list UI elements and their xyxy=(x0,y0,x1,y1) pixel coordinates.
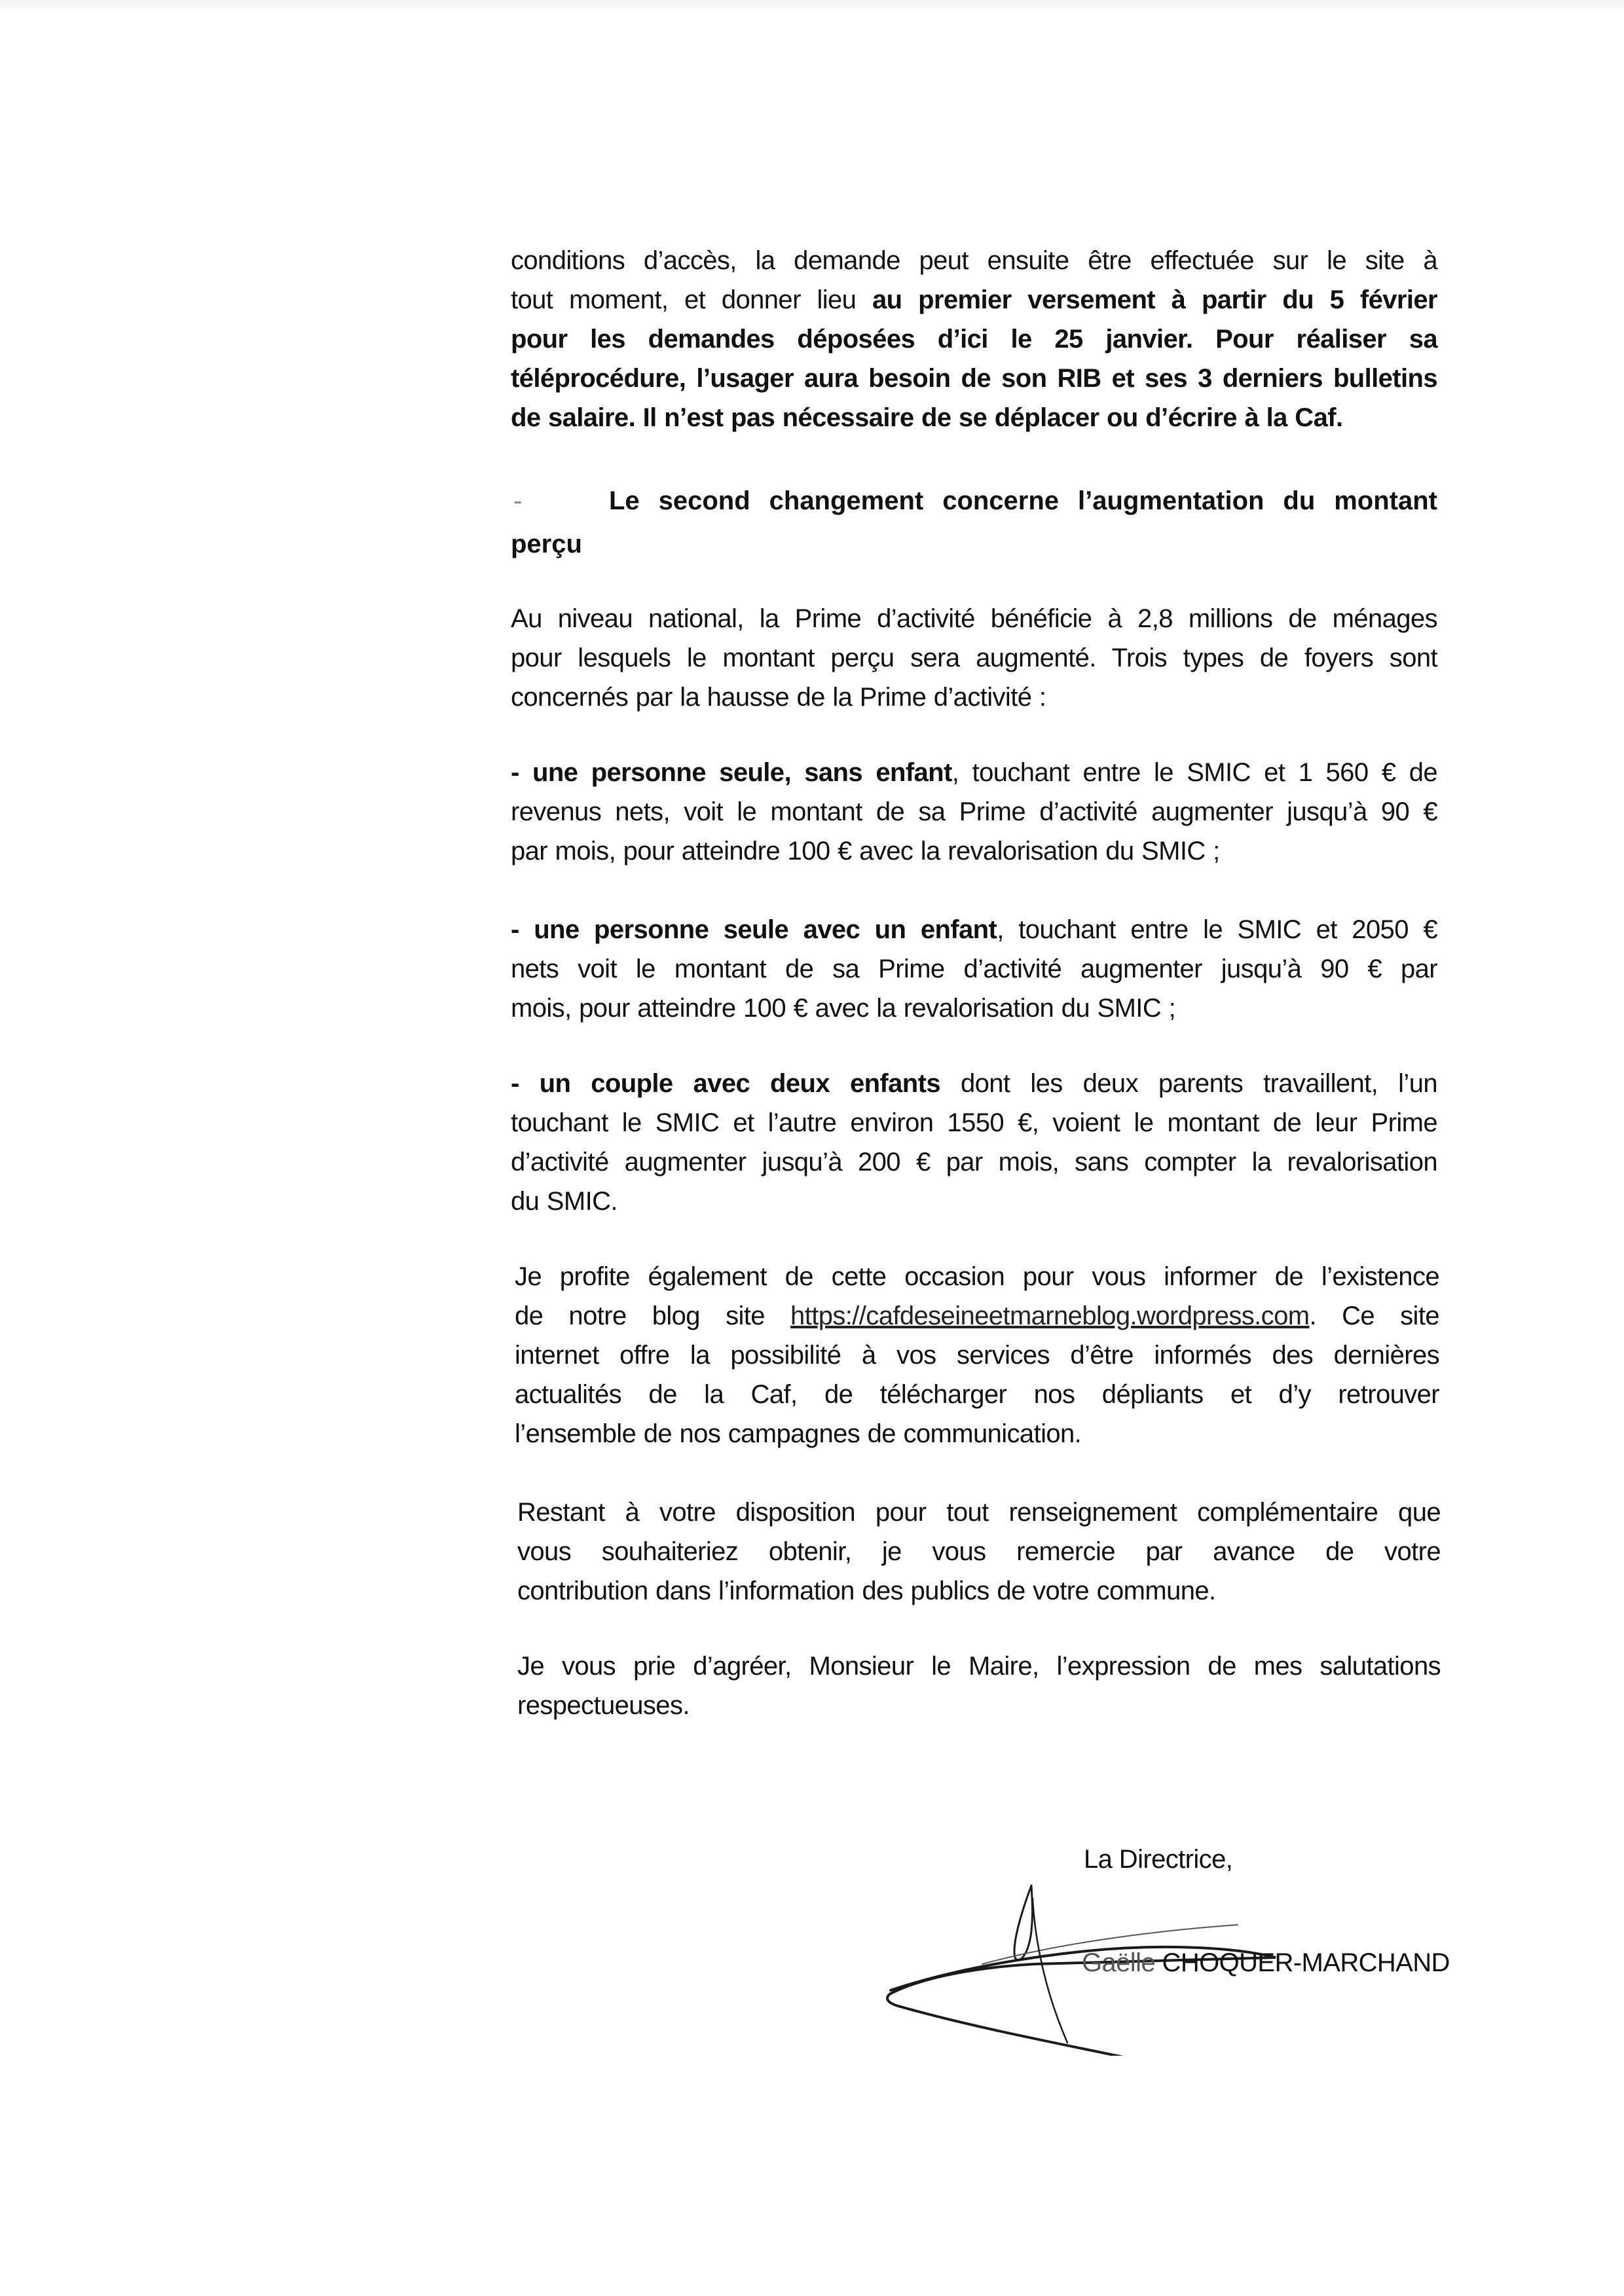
text-line xyxy=(511,638,1437,678)
text-line xyxy=(511,1103,1437,1142)
text-segment: vous souhaiteriez obtenir, je vous remercie par avance de votre xyxy=(517,1537,1441,1566)
paragraph-application-procedure xyxy=(511,241,1437,437)
heading-line-1: Le second changement concerne l’augmentation du montant xyxy=(609,486,1437,515)
blog-text-after: . Ce site xyxy=(1309,1302,1439,1330)
blog-line-5: l’ensemble de nos campagnes de communication. xyxy=(515,1419,1082,1448)
text-line xyxy=(517,1493,1441,1532)
text-segment: tout moment, et donner lieu xyxy=(511,285,872,314)
case-single-no-child xyxy=(511,753,1437,871)
text-line xyxy=(511,989,1437,1028)
paragraph-national-level xyxy=(511,599,1437,717)
bold-text: téléprocédure, l’usager aura besoin de son RIB et ses 3 derniers bulletins xyxy=(511,364,1437,393)
text-line xyxy=(511,359,1437,398)
blog-text-before: de notre blog site xyxy=(515,1302,791,1330)
text-segment: pour lesquels le montant perçu sera augmenté. Trois types de foyers sont xyxy=(511,644,1437,672)
text-segment: Au niveau national, la Prime d’activité bénéficie à 2,8 millions de ménages xyxy=(511,604,1437,633)
text-line xyxy=(517,1647,1441,1686)
text-segment: mois, pour atteindre 100 € avec la revalorisation du SMIC ; xyxy=(511,994,1176,1023)
text-line xyxy=(511,1182,1437,1221)
text-line xyxy=(511,319,1437,359)
text-line xyxy=(511,599,1437,638)
signatory-title: La Directrice, xyxy=(1084,1845,1233,1874)
blog-link[interactable]: https://cafdeseineetmarneblog.wordpress.com xyxy=(790,1302,1310,1330)
bold-text: - une personne seule avec un enfant xyxy=(511,915,997,944)
text-line xyxy=(511,1064,1437,1103)
signature-stroke-loop xyxy=(1014,1886,1033,1960)
text-segment: , touchant entre le SMIC et 2050 € xyxy=(997,915,1437,944)
text-segment: respectueuses. xyxy=(517,1691,690,1720)
text-segment: contribution dans l’information des publics de votre commune. xyxy=(517,1576,1216,1605)
text-line xyxy=(511,753,1437,792)
text-line xyxy=(511,1142,1437,1182)
text-segment: du SMIC. xyxy=(511,1187,618,1216)
text-segment: Restant à votre disposition pour tout renseignement complémentaire que xyxy=(517,1498,1441,1527)
text-segment: nets voit le montant de sa Prime d’activité augmenter jusqu’à 90 € par xyxy=(511,955,1437,983)
blog-line-4: actualités de la Caf, de télécharger nos dépliants et d’y retrouver xyxy=(515,1380,1439,1409)
text-line xyxy=(511,831,1437,871)
text-segment: dont les deux parents travaillent, l’un xyxy=(940,1069,1437,1098)
text-line xyxy=(517,1686,1441,1725)
text-line xyxy=(511,398,1437,437)
signatory-last-name: CHOQUER-MARCHAND xyxy=(1162,1948,1450,1977)
text-line xyxy=(517,1532,1441,1571)
bold-text: pour les demandes déposées d’ici le 25 janvier. Pour réaliser sa xyxy=(511,325,1437,354)
paragraph-closing xyxy=(517,1493,1441,1611)
scan-edge xyxy=(0,0,1624,10)
text-segment: touchant le SMIC et l’autre environ 1550 €, voient le montant de leur Prime xyxy=(511,1108,1437,1137)
paragraph-salutation xyxy=(517,1647,1441,1725)
text-segment: d’activité augmenter jusqu’à 200 € par mois, sans compter la revalorisation xyxy=(511,1148,1437,1176)
text-line xyxy=(511,241,1437,280)
bold-text: de salaire. Il n’est pas nécessaire de se déplacer ou d’écrire à la Caf. xyxy=(511,403,1343,432)
bold-text: au premier versement à partir du 5 février xyxy=(872,285,1437,314)
text-line xyxy=(511,678,1437,717)
text-segment: concernés par la hausse de la Prime d’activité : xyxy=(511,683,1046,712)
text-line xyxy=(511,280,1437,319)
text-segment: par mois, pour atteindre 100 € avec la revalorisation du SMIC ; xyxy=(511,837,1220,866)
text-segment: revenus nets, voit le montant de sa Prime d’activité augmenter jusqu’à 90 € xyxy=(511,797,1437,826)
text-line xyxy=(511,792,1437,831)
text-segment: conditions d’accès, la demande peut ensuite être effectuée sur le site à xyxy=(511,246,1437,275)
bold-text: - un couple avec deux enfants xyxy=(511,1069,941,1098)
signatory-name xyxy=(1082,1943,1450,1982)
bullet-dash: - xyxy=(513,486,523,515)
blog-line-2 xyxy=(515,1296,1439,1336)
bold-text: - une personne seule, sans enfant xyxy=(511,758,952,787)
text-segment: , touchant entre le SMIC et 1 560 € de xyxy=(951,758,1437,787)
text-line xyxy=(511,910,1437,949)
case-single-one-child xyxy=(511,910,1437,1028)
signatory-first-name: Gaëlle xyxy=(1082,1948,1162,1977)
blog-line-3: internet offre la possibilité à vos services d’être informés des dernières xyxy=(515,1341,1439,1370)
blog-line-1: Je profite également de cette occasion pour vous informer de l’existence xyxy=(515,1262,1439,1291)
case-couple-two-children xyxy=(511,1064,1437,1221)
heading-line-2: perçu xyxy=(511,530,582,558)
text-segment: Je vous prie d’agréer, Monsieur le Maire, l’expression de mes salutations xyxy=(517,1652,1441,1681)
signature-stroke-down xyxy=(1033,1899,1067,2043)
text-line xyxy=(517,1571,1441,1611)
paragraph-blog xyxy=(515,1257,1439,1453)
text-line xyxy=(511,949,1437,989)
